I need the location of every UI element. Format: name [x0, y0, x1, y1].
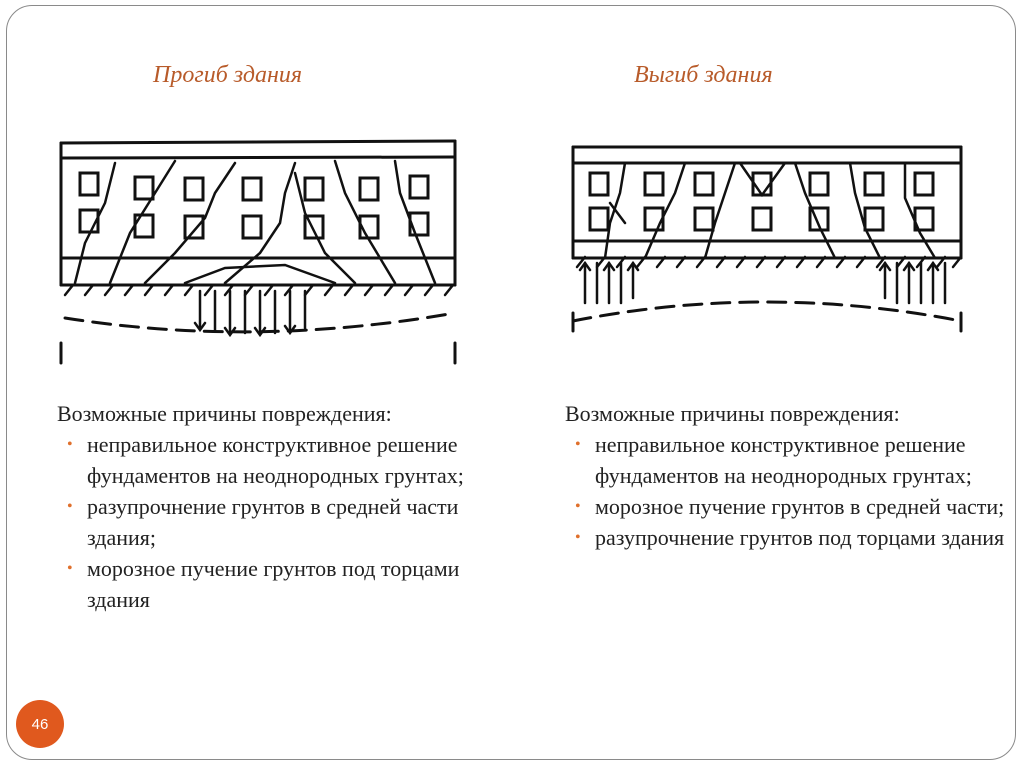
- causes-list: [565, 429, 1005, 553]
- list-item: • морозное пучение грунтов в средней части;: [565, 491, 1005, 522]
- bullet-icon: •: [67, 560, 73, 577]
- causes-heading: Возможные причины повреждения:: [57, 401, 392, 426]
- list-item: • разупрочнение грунтов под торцами здания: [565, 522, 1005, 553]
- window-grid: [590, 173, 933, 230]
- hogging-building-diagram: [565, 133, 967, 333]
- causes-heading: Возможные причины повреждения:: [565, 401, 900, 426]
- bullet-icon: •: [67, 436, 73, 453]
- list-item: • неправильное конструктивное решение фундаментов на неоднородных грунтах;: [57, 429, 497, 491]
- list-item: • разупрочнение грунтов в средней части здания;: [57, 491, 497, 553]
- page-number-badge: 46: [16, 700, 64, 748]
- bullet-icon: •: [575, 529, 581, 546]
- settlement-arrows: [195, 291, 305, 335]
- title-sagging: Прогиб здания: [153, 62, 303, 88]
- bullet-icon: •: [575, 436, 581, 453]
- causes-sagging: [57, 398, 497, 615]
- building-outline: [573, 147, 961, 258]
- slide-frame: [6, 5, 1016, 760]
- list-item: • морозное пучение грунтов под торцами здания: [57, 553, 497, 615]
- heave-arrows-right: [880, 263, 945, 303]
- list-item: • неправильное конструктивное решение фундаментов на неоднородных грунтах;: [565, 429, 1005, 491]
- causes-list: [57, 429, 497, 615]
- bullet-icon: •: [67, 498, 73, 515]
- sagging-building-diagram: [55, 133, 462, 365]
- title-hogging: Выгиб здания: [634, 62, 773, 88]
- causes-hogging: [565, 398, 1005, 553]
- bullet-icon: •: [575, 498, 581, 515]
- deflection-curve: [573, 302, 961, 321]
- heave-arrows-left: [580, 263, 638, 303]
